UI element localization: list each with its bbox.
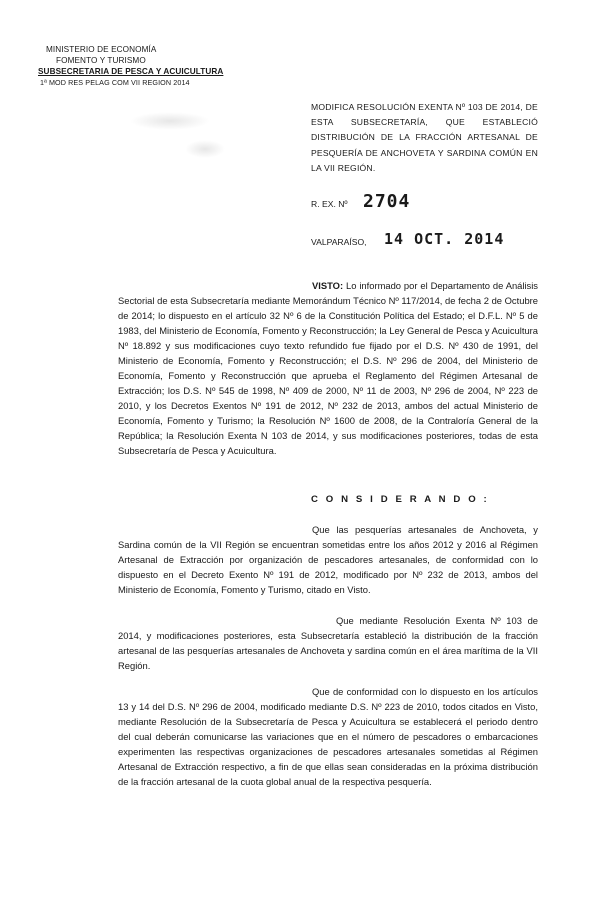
scan-smudge — [130, 112, 210, 130]
resolution-number: 2704 — [363, 191, 411, 212]
ministry-header — [38, 44, 228, 88]
undersecretariat-name: SUBSECRETARIA DE PESCA Y ACUICULTURA — [38, 67, 224, 76]
considerando-heading: C O N S I D E R A N D O : — [311, 494, 490, 505]
resolution-number-label: R. EX. Nº — [311, 199, 348, 209]
scan-smudge — [185, 140, 225, 158]
resolution-subject: MODIFICA RESOLUCIÓN EXENTA Nº 103 DE 2014, DE ESTA SUBSECRETARÍA, QUE ESTABLECIÓ DISTRIBUCIÓN DE LA FRACCIÓN ARTESANAL DE PESQUERÍA DE ANCHOVETA Y SARDINA COMÚN EN LA VII REGIÓN. — [311, 102, 538, 173]
visto-lead: VISTO: — [312, 280, 344, 291]
ministry-subname: FOMENTO Y TURISMO — [56, 56, 146, 65]
visto-text: Lo informado por el Departamento de Análisis Sectorial de esta Subsecretaría mediante Memorándum Técnico Nº 117/2014, de fecha 2 de Octubre de 2014; lo dispuesto en el artículo 32 Nº 6 de la Constitución Política del Estado; el D.F.L. Nº 5 de 1983, del Ministerio de Economía, Fomento y Reconstrucción; la Ley General de Pesca y Acuicultura Nº 18.892 y sus modificaciones cuyo texto refundido fue fijado por el D.S. Nº 430 de 1991, del Ministerio de Economía, Fomento y Reconstrucción; el D.S. Nº 296 de 2004, del Ministerio de Economía, Fomento y Reconstrucción que aprueba el Reglamento del Régimen Artesanal de Extracción; los D.S. Nº 545 de 1998, Nº 409 de 2000, Nº 11 de 2003, Nº 296 de 2004, Nº 223 de 2010, y los Decretos Exentos Nº 191 de 2012, Nº 232 de 2013, ambos del actual Ministerio de Economía, Fomento y Turismo; la Resolución Nº 1600 de 2008, de la Contraloría General de la República; la Resolución Exenta N 103 de 2014, y sus modificaciones posteriores, todas de esta Subsecretaría de Pesca y Acuicultura. — [118, 280, 538, 456]
resolution-number-line — [311, 191, 511, 219]
issue-date: 14 OCT. 2014 — [384, 230, 505, 248]
place-label: VALPARAÍSO, — [311, 237, 367, 247]
document-reference-code: 1ª MOD RES PELAG COM VII REGION 2014 — [40, 78, 190, 87]
considerando-paragraph-2: Que mediante Resolución Exenta Nº 103 de 2014, y modificaciones posteriores, esta Subsecretaría estableció la distribución de la fracción artesanal de las pesquerías artesanales de Anchoveta y sardina común en el área marítima de la VII Región. — [118, 615, 538, 671]
visto-paragraph — [118, 278, 538, 458]
ministry-name: MINISTERIO DE ECONOMÍA — [46, 45, 157, 54]
considerando-paragraph-1: Que las pesquerías artesanales de Anchoveta, y Sardina común de la VII Región se encuentran sometidas entre los años 2012 y 2016 al Régimen Artesanal de Extracción por organización de pescadores artesanales, de conformidad con lo dispuesto en el Decreto Exento Nº 191 de 2012, modificado por Nº 232 de 2013, ambos del Ministerio de Economía, Fomento y Turismo, citado en Visto. — [118, 524, 538, 595]
considerando-paragraph-3: Que de conformidad con lo dispuesto en los artículos 13 y 14 del D.S. Nº 296 de 2004, modificado mediante D.S. Nº 223 de 2010, todos citados en Visto, mediante Resolución de la Subsecretaría de Pesca y Acuicultura se establecerá el periodo dentro del cual deberán comunicarse las variaciones que en el número de pescadores o embarcaciones experimenten las respectivas organizaciones de pescadores artesanales sometidas al Régimen Artesanal de Extracción respectivo, a fin de que ellas sean consideradas en la próxima distribución de la fracción artesanal de la cuota global anual de la respectiva pesquería. — [118, 686, 538, 787]
